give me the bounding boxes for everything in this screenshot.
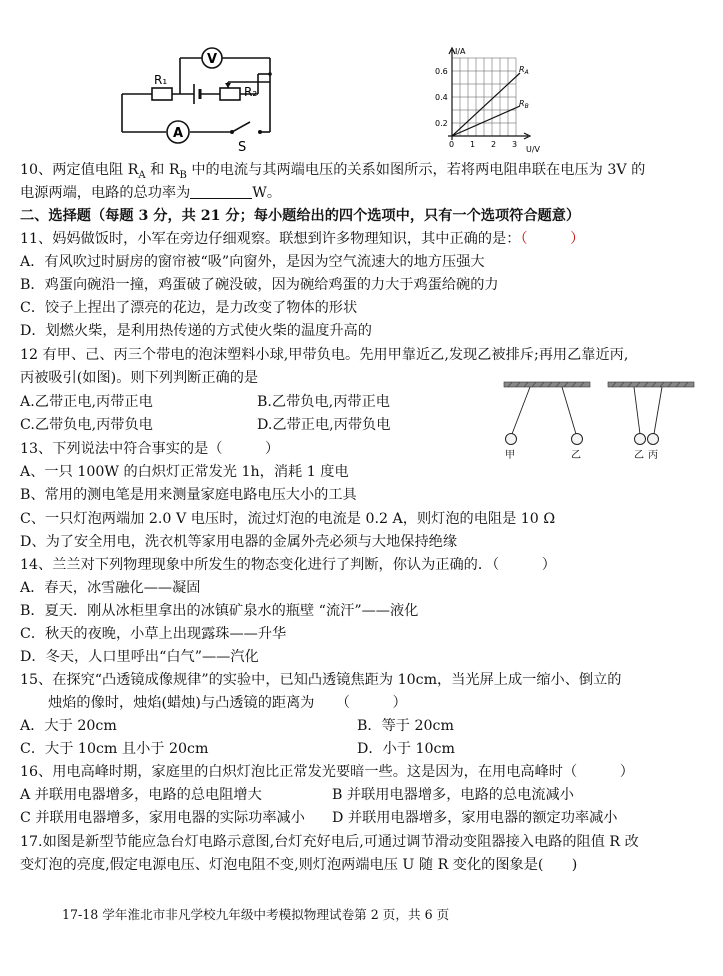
r2-label: R₂ bbox=[244, 85, 258, 99]
r1-label: R₁ bbox=[154, 73, 168, 87]
page-footer: 17-18 学年淮北市非凡学校九年级中考模拟物理试卷第 2 页，共 6 页 bbox=[62, 907, 450, 922]
x-tick: 1 bbox=[470, 140, 476, 149]
ammeter-label: A bbox=[173, 126, 184, 141]
ball-yi-label: 乙 bbox=[571, 450, 581, 461]
line-a-label: $R_A$ bbox=[519, 65, 529, 76]
q15-option-b: B．等于 20cm bbox=[357, 718, 454, 734]
line-b-label: $R_B$ bbox=[519, 99, 529, 110]
q16-option-b: B 并联用电器增多，电路的总电流减小 bbox=[332, 787, 574, 803]
y-tick: 0.6 bbox=[435, 67, 448, 76]
q13-option-b: B、常用的测电笔是用来测量家庭电路电压大小的工具 bbox=[20, 487, 357, 503]
y-axis-label: I/A bbox=[455, 47, 466, 56]
q15-option-c: C．大于 10cm 且小于 20cm bbox=[20, 741, 209, 757]
q17-line1: 17.如图是新型节能应急台灯电路示意图,台灯充好电后,可通过调节滑动变阻器接入电路的阻值 R 改 bbox=[20, 834, 639, 850]
iu-graph bbox=[428, 44, 546, 159]
y-tick: 0.2 bbox=[435, 119, 448, 128]
q13-option-a: A、一只 100W 的白炽灯正常发光 1h，消耗 1 度电 bbox=[20, 464, 349, 480]
voltmeter-label: V bbox=[207, 52, 218, 67]
q12-line2: 丙被吸引(如图)。则下列判断正确的是 bbox=[20, 370, 259, 386]
ball-bing-label: 丙 bbox=[648, 450, 658, 461]
section-heading: 二、选择题（每题 3 分，共 21 分；每小题给出的四个选项中，只有一个选项符合题意） bbox=[20, 208, 581, 224]
ball-yi2-label: 乙 bbox=[634, 450, 644, 461]
q11-option-c: C．饺子上捏出了漂亮的花边，是力改变了物体的形状 bbox=[20, 300, 358, 316]
q14-option-c: C．秋天的夜晚，小草上出现露珠——升华 bbox=[20, 626, 287, 642]
q11-stem: 11、妈妈做饭时，小军在旁边仔细观察。联想到许多物理知识，其中正确的是：（ ） bbox=[20, 231, 585, 247]
q13-stem: 13、下列说法中符合事实的是（ ） bbox=[20, 441, 280, 457]
answer-paren: （ ） bbox=[520, 231, 585, 247]
q10-line2: 电源两端，电路的总功率为 W。 bbox=[20, 185, 282, 201]
x-axis-label: U/V bbox=[526, 145, 541, 154]
q12-option-d: D.乙带正电,丙带负电 bbox=[257, 417, 391, 433]
ball-jia-label: 甲 bbox=[505, 450, 515, 461]
q15-line2: 烛焰的像时，烛焰(蜡烛)与凸透镜的距离为 （ ） bbox=[48, 695, 407, 711]
q14-option-a: A．春天，冰雪融化——凝固 bbox=[20, 580, 201, 596]
circuit-diagram bbox=[110, 38, 290, 156]
q13-option-d: D、为了安全用电，洗衣机等家用电器的金属外壳必须与大地保持绝缘 bbox=[20, 534, 458, 550]
q12-option-a: A.乙带正电,丙带正电 bbox=[20, 394, 153, 410]
q11-option-a: A．有风吹过时厨房的窗帘被“吸”向窗外，是因为空气流速大的地方压强大 bbox=[20, 254, 485, 270]
q15-option-d: D．小于 10cm bbox=[357, 741, 455, 757]
q10-line1: 10、两定值电阻 $R_A$ 和 $R_B$ 中的电流与其两端电压的关系如图所示，若将两电阻串联在电压为 3V 的 bbox=[20, 162, 646, 181]
y-tick: 0.4 bbox=[435, 93, 448, 102]
q14-option-b: B．夏天．刚从冰柜里拿出的冰镇矿泉水的瓶壁 “流汗”——液化 bbox=[20, 603, 419, 619]
answer-blank[interactable] bbox=[190, 184, 252, 199]
q11-option-b: B．鸡蛋向碗沿一撞，鸡蛋破了碗没破，因为碗给鸡蛋的力大于鸡蛋给碗的力 bbox=[20, 277, 499, 293]
q14-stem: 14、兰兰对下列物理现象中所发生的物态变化进行了判断，你认为正确的．（ ） bbox=[20, 557, 556, 573]
q13-option-c: C、一只灯泡两端加 2.0 V 电压时，流过灯泡的电流是 0.2 A，则灯泡的电阻是 10 Ω bbox=[20, 511, 556, 527]
q15-line1: 15、在探究“凸透镜成像规律”的实验中，已知凸透镜焦距为 10cm，当光屏上成一缩小、倒立的 bbox=[20, 672, 622, 688]
switch-label: S bbox=[238, 140, 247, 155]
q16-stem: 16、用电高峰时期，家庭里的白炽灯泡比正常发光要暗一些。这是因为，在用电高峰时（ ） bbox=[20, 764, 634, 780]
q15-option-a: A．大于 20cm bbox=[20, 718, 117, 734]
x-tick: 2 bbox=[491, 140, 497, 149]
charged-balls-figure bbox=[500, 378, 700, 464]
q12-option-b: B.乙带负电,丙带正电 bbox=[257, 394, 390, 410]
x-tick: 0 bbox=[449, 140, 455, 149]
q16-option-a: A 并联用电器增多，电路的总电阻增大 bbox=[20, 787, 262, 803]
q12-line1: 12 有甲、己、丙三个带电的泡沫塑料小球,甲带负电。先用甲靠近乙,发现乙被排斥;再用乙靠近丙, bbox=[20, 347, 629, 363]
q16-option-d: D 并联用电器增多，家用电器的额定功率减小 bbox=[332, 810, 618, 826]
q11-option-d: D．划燃火柴，是利用热传递的方式使火柴的温度升高的 bbox=[20, 323, 372, 339]
q17-line2: 变灯泡的亮度,假定电源电压、灯泡电阻不变,则灯泡两端电压 U 随 R 变化的图象是( ) bbox=[20, 857, 578, 873]
q12-option-c: C.乙带负电,丙带负电 bbox=[20, 417, 153, 433]
x-tick: 3 bbox=[512, 140, 518, 149]
q16-option-c: C 并联用电器增多，家用电器的实际功率减小 bbox=[20, 810, 305, 826]
q14-option-d: D．冬天，人口里呼出“白气”——汽化 bbox=[20, 649, 259, 665]
